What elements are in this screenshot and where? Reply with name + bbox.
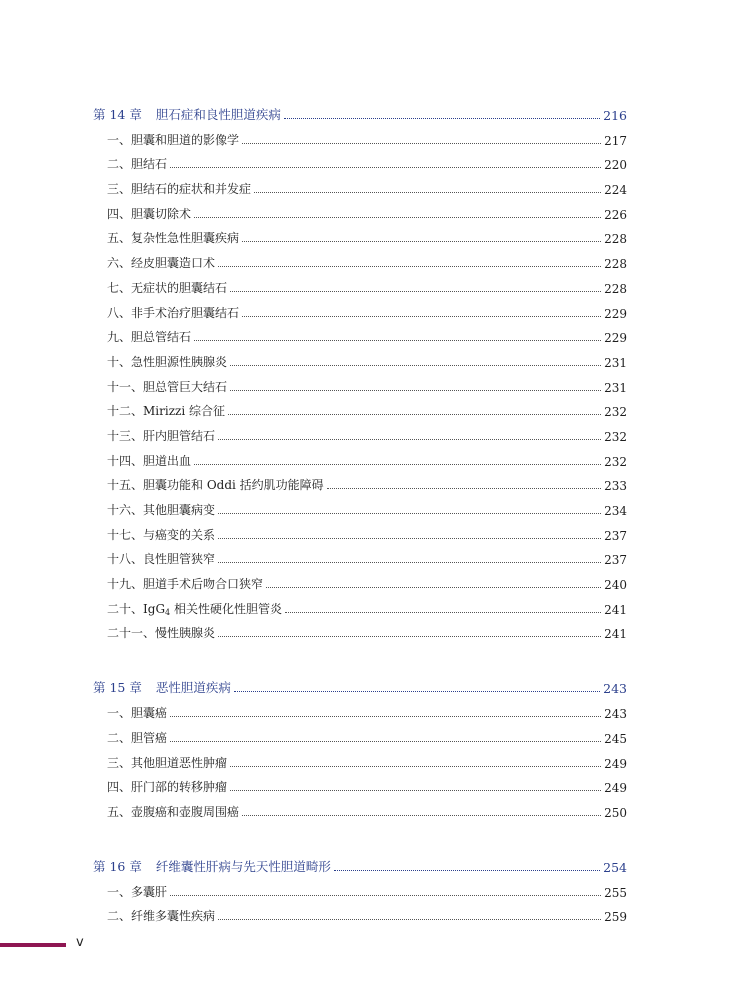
dot-leader	[170, 741, 601, 742]
entry-number: 十四、	[107, 453, 144, 468]
entry-number: 十七、	[107, 527, 144, 542]
entry-page: 237	[604, 528, 627, 543]
chapter-heading[interactable]	[93, 850, 627, 875]
table-of-contents	[93, 98, 627, 924]
entry-page: 259	[604, 910, 627, 925]
entry-page: 228	[604, 281, 627, 296]
dot-leader	[194, 217, 601, 218]
entry-title-main: IgG	[143, 601, 166, 616]
toc-entry[interactable]	[93, 419, 627, 444]
entry-title: 多囊肝	[131, 884, 168, 899]
entry-title: 壶腹癌和壶腹周围癌	[131, 804, 240, 819]
entry-page: 245	[604, 731, 627, 746]
entry-title: 与癌变的关系	[143, 527, 216, 542]
entry-title: 纤维多囊性疾病	[131, 909, 216, 924]
section-gap	[93, 820, 627, 850]
toc-entry[interactable]	[93, 148, 627, 173]
entry-number: 二、	[107, 157, 132, 172]
entry-page: 232	[604, 405, 627, 420]
toc-entry[interactable]	[93, 123, 627, 148]
entry-number: 一、	[107, 706, 132, 721]
dot-leader	[242, 241, 601, 242]
toc-entry[interactable]	[93, 721, 627, 746]
dot-leader	[285, 612, 601, 613]
dot-leader	[218, 919, 601, 920]
entry-title: 胆囊功能和 Oddi 括约肌功能障碍	[143, 478, 324, 493]
entry-page: 224	[604, 183, 627, 198]
chapter-page: 254	[603, 859, 627, 875]
toc-entry[interactable]	[93, 696, 627, 721]
dot-leader	[194, 464, 601, 465]
dot-leader	[266, 587, 601, 588]
dot-leader	[230, 291, 601, 292]
entry-page: 228	[604, 257, 627, 272]
dot-leader	[170, 895, 601, 896]
entry-number: 一、	[107, 884, 132, 899]
toc-entry[interactable]	[93, 469, 627, 494]
toc-entry[interactable]	[93, 518, 627, 543]
entry-number: 十六、	[107, 503, 144, 517]
toc-entry[interactable]	[93, 771, 627, 796]
entry-number: 三、	[107, 755, 132, 770]
entry-page: 217	[604, 133, 627, 148]
entry-number: 四、	[107, 780, 132, 795]
entry-number: 五、	[107, 804, 132, 819]
entry-page: 229	[604, 331, 627, 346]
section-gap	[93, 641, 627, 671]
entry-title: 胆囊癌	[131, 706, 168, 721]
chapter-title: 恶性胆道疾病	[155, 680, 231, 696]
chapter-number: 第 15 章	[93, 680, 142, 696]
entry-title: 胆囊和胆道的影像学	[131, 132, 240, 147]
entry-number: 二、	[107, 909, 132, 924]
toc-entry[interactable]	[93, 271, 627, 296]
entry-title: 其他胆道恶性肿瘤	[131, 755, 228, 770]
toc-entry[interactable]	[93, 795, 627, 820]
entry-title: 胆总管巨大结石	[143, 379, 228, 394]
dot-leader	[170, 716, 601, 717]
dot-leader	[218, 562, 601, 563]
entry-page: 241	[604, 602, 627, 617]
entry-number: 二、	[107, 730, 132, 745]
entry-title: 肝内胆管结石	[143, 428, 216, 443]
entry-title: 胆道手术后吻合口狭窄	[143, 577, 264, 592]
toc-entry[interactable]	[93, 321, 627, 346]
dot-leader	[218, 636, 601, 637]
entry-number: 十三、	[107, 428, 144, 443]
toc-entry[interactable]	[93, 543, 627, 568]
entry-title: 复杂性急性胆囊疾病	[131, 231, 240, 246]
entry-number: 十一、	[107, 379, 144, 394]
entry-number: 六、	[107, 256, 132, 271]
entry-title-subscript: 4	[165, 607, 171, 617]
toc-entry[interactable]	[93, 617, 627, 642]
entry-title: 其他胆囊病变	[143, 503, 216, 517]
entry-page: 249	[604, 781, 627, 796]
dot-leader	[230, 766, 601, 767]
entry-page: 231	[604, 355, 627, 370]
entry-number: 十五、	[107, 478, 144, 493]
entry-number: 四、	[107, 206, 132, 221]
entry-title: 胆总管结石	[131, 330, 192, 345]
dot-leader	[230, 390, 601, 391]
entry-page: 237	[604, 553, 627, 568]
entry-page: 249	[604, 756, 627, 771]
toc-entry[interactable]	[93, 444, 627, 469]
dot-leader	[284, 118, 600, 119]
toc-entry[interactable]	[93, 296, 627, 321]
entry-title: 胆结石的症状和并发症	[131, 182, 252, 197]
dot-leader	[218, 439, 601, 440]
entry-page: 228	[604, 232, 627, 247]
entry-number: 五、	[107, 231, 132, 246]
dot-leader	[228, 414, 601, 415]
dot-leader	[242, 815, 601, 816]
entry-number: 三、	[107, 182, 132, 197]
entry-title	[143, 600, 282, 617]
footer-accent-bar	[0, 943, 66, 947]
toc-entry[interactable]	[93, 246, 627, 271]
footer-page-number: v	[76, 935, 84, 950]
entry-page: 232	[604, 429, 627, 444]
entry-title: 胆结石	[131, 157, 168, 172]
entry-page: 241	[604, 627, 627, 642]
chapter-heading[interactable]	[93, 671, 627, 696]
entry-number: 七、	[107, 280, 132, 295]
toc-entry[interactable]	[93, 875, 627, 900]
entry-title: 急性胆源性胰腺炎	[131, 354, 228, 369]
entry-page: 226	[604, 207, 627, 222]
entry-page: 220	[604, 158, 627, 173]
chapter-number: 第 14 章	[93, 107, 142, 122]
entry-number: 十八、	[107, 552, 144, 567]
dot-leader	[334, 870, 600, 871]
entry-number: 二十一、	[107, 626, 156, 641]
entry-number: 二十、	[107, 601, 144, 616]
toc-entry[interactable]	[93, 900, 627, 925]
entry-page: 240	[604, 578, 627, 593]
dot-leader	[218, 513, 601, 514]
entry-number: 十二、	[107, 404, 144, 419]
entry-page: 231	[604, 380, 627, 395]
entry-page: 233	[604, 479, 627, 494]
entry-page: 234	[604, 504, 627, 518]
entry-title: 慢性胰腺炎	[155, 626, 216, 641]
entry-title: 经皮胆囊造口术	[131, 256, 216, 271]
dot-leader	[242, 316, 601, 317]
entry-page: 229	[604, 306, 627, 321]
chapter-number: 第 16 章	[93, 858, 142, 874]
entry-title: 胆囊切除术	[131, 206, 192, 221]
entry-title: 无症状的胆囊结石	[131, 280, 228, 295]
toc-entry[interactable]	[93, 746, 627, 771]
entry-title: Mirizzi 综合征	[143, 404, 226, 419]
entry-page: 255	[604, 885, 627, 900]
toc-entry[interactable]	[93, 395, 627, 420]
dot-leader	[327, 488, 601, 489]
toc-entry[interactable]	[93, 493, 627, 518]
toc-entry[interactable]	[93, 592, 627, 617]
entry-title: 胆道出血	[143, 453, 192, 468]
entry-title: 良性胆管狭窄	[143, 552, 216, 567]
entry-title: 胆管癌	[131, 730, 168, 745]
chapter-page: 216	[603, 108, 627, 123]
dot-leader	[242, 143, 601, 144]
entry-number: 十、	[107, 354, 132, 369]
entry-number: 八、	[107, 305, 132, 320]
entry-title: 肝门部的转移肿瘤	[131, 780, 228, 795]
dot-leader	[170, 167, 601, 168]
entry-title: 非手术治疗胆囊结石	[131, 305, 240, 320]
entry-number: 九、	[107, 330, 132, 345]
entry-page: 243	[604, 707, 627, 722]
chapter-title: 胆石症和良性胆道疾病	[155, 107, 281, 122]
dot-leader	[230, 365, 601, 366]
dot-leader	[254, 192, 601, 193]
dot-leader	[230, 790, 601, 791]
chapter-heading[interactable]	[93, 98, 627, 123]
toc-entry[interactable]	[93, 567, 627, 592]
entry-number: 一、	[107, 132, 132, 147]
entry-title-rest: 相关性硬化性胆管炎	[170, 601, 282, 616]
entry-page: 232	[604, 454, 627, 469]
chapter-title: 纤维囊性肝病与先天性胆道畸形	[155, 858, 331, 874]
dot-leader	[194, 340, 601, 341]
toc-entry[interactable]	[93, 222, 627, 247]
dot-leader	[218, 538, 601, 539]
dot-leader	[218, 266, 601, 267]
chapter-page: 243	[603, 681, 627, 697]
toc-entry[interactable]	[93, 370, 627, 395]
entry-page: 250	[604, 805, 627, 820]
toc-entry[interactable]	[93, 197, 627, 222]
toc-entry[interactable]	[93, 172, 627, 197]
dot-leader	[234, 691, 600, 692]
toc-entry[interactable]	[93, 345, 627, 370]
entry-number: 十九、	[107, 577, 144, 592]
